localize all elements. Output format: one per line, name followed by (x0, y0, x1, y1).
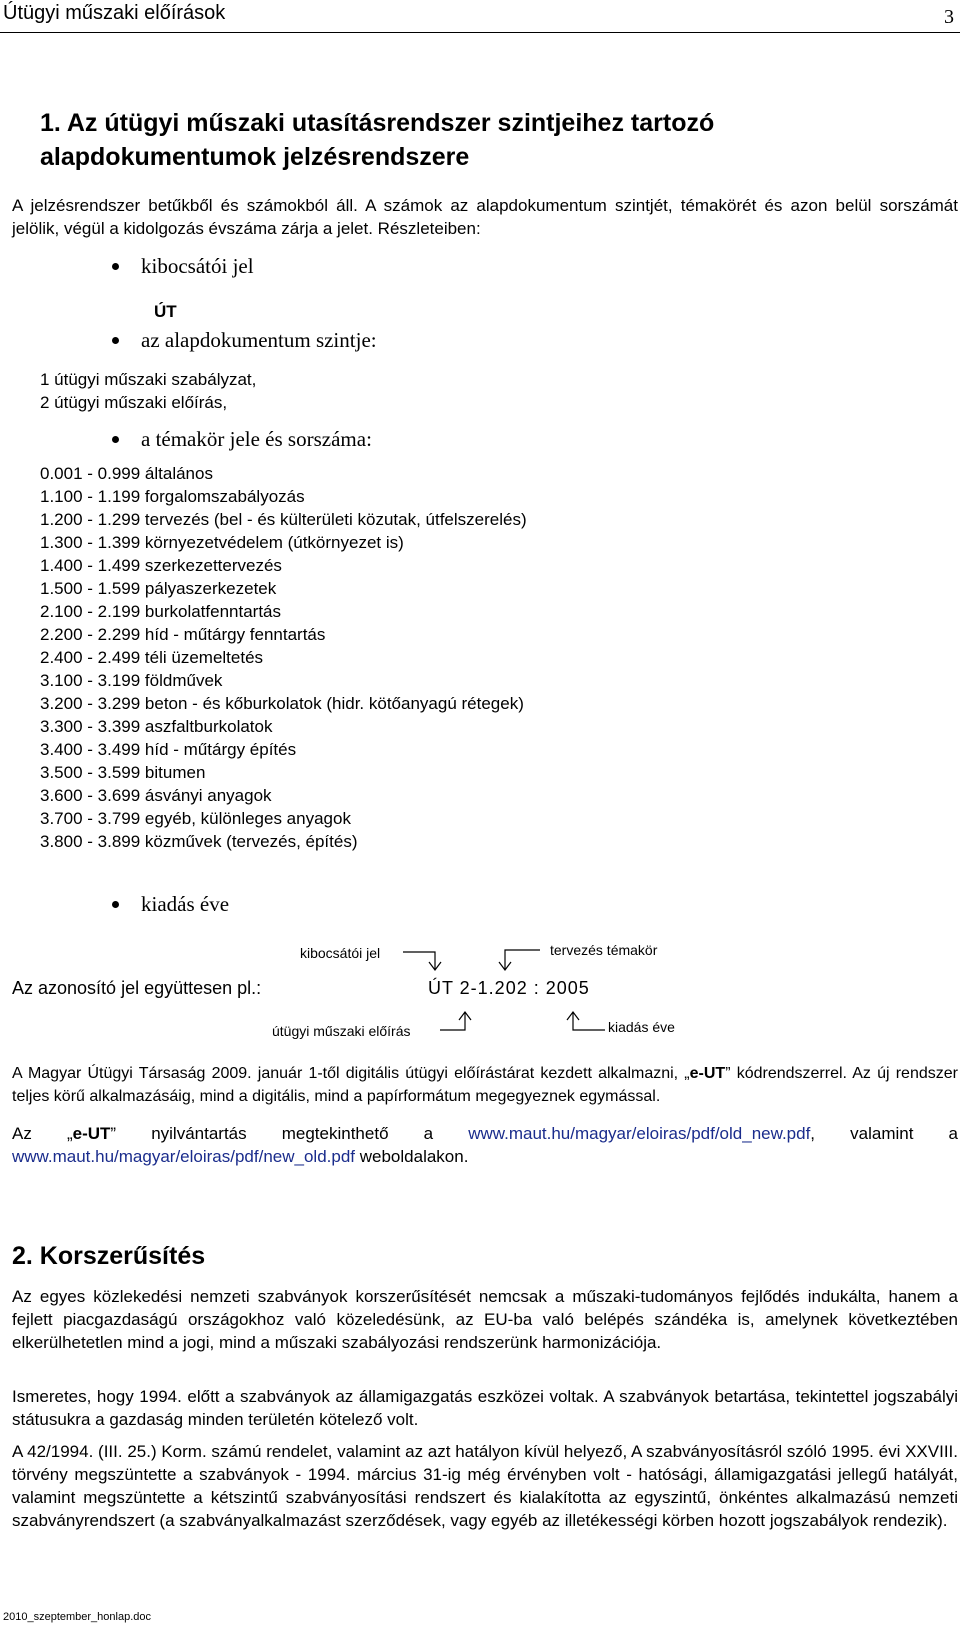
arrow-topic-head (499, 962, 511, 970)
bullet-topic-text: a témakör jele és sorszáma: (141, 427, 372, 451)
bullet-dot (112, 436, 119, 443)
bullet-level-text: az alapdokumentum szintje: (141, 328, 377, 352)
level-list (40, 368, 256, 414)
section-2-paragraph-1: Az egyes közlekedési nemzeti szabványok korszerűsítését nemcsak a műszaki-tudományos fejlődés indukálta, hanem a fejlett piacgazdaságú országokhoz való közeledésünk, az EU-ba való belépés szándéka is, amelynek következtében elkerülhetetlen mind a jogi, mind a műszaki szabályozási rendszerünk harmonizációja. (12, 1287, 958, 1352)
list-item: 3.800 - 3.899 közművek (tervezés, építés) (40, 832, 358, 851)
list-item: 1 útügyi műszaki szabályzat, (40, 370, 257, 389)
list-item: 1.300 - 1.399 környezetvédelem (útkörnyezet is) (40, 533, 404, 552)
page-number: 3 (944, 6, 954, 28)
bullet-dot (112, 901, 119, 908)
bullet-level (112, 328, 377, 353)
footer-filename: 2010_szeptember_honlap.doc (3, 1611, 152, 1623)
arrow-issuer-head (429, 962, 441, 970)
society-code: e-UT (689, 1065, 726, 1082)
registry-text-a: Az (12, 1124, 32, 1143)
list-item: 2 útügyi műszaki előírás, (40, 393, 228, 412)
list-item: 2.400 - 2.499 téli üzemeltetés (40, 648, 264, 667)
arrow-level (440, 1012, 465, 1030)
link-new-old[interactable]: www.maut.hu/magyar/eloiras/pdf/new_old.pdf (12, 1147, 356, 1166)
bullet-year (112, 892, 229, 917)
bullet-dot (112, 337, 119, 344)
arrow-topic (505, 950, 540, 970)
arrow-year (573, 1012, 605, 1030)
registry-text-d: weboldalakon. (359, 1147, 469, 1166)
list-item: 3.300 - 3.399 aszfaltburkolatok (40, 717, 273, 736)
registry-text-c: , valamint a (810, 1124, 958, 1143)
society-text-end: kódrendszerrel. Az új rendszer teljes körű alkalmazásáig, mind a digitális, mind a papírformátum megegyeznek egymással. (12, 1065, 958, 1105)
list-item: 3.600 - 3.699 ásványi anyagok (40, 786, 272, 805)
list-item: 2.200 - 2.299 híd - műtárgy fenntartás (40, 625, 326, 644)
list-item: 3.400 - 3.499 híd - műtárgy építés (40, 740, 297, 759)
bullet-year-text: kiadás éve (141, 892, 230, 916)
diagram-example-code: ÚT 2-1.202 : 2005 (428, 978, 590, 998)
list-item: 3.500 - 3.599 bitumen (40, 763, 206, 782)
bullet-issuer (112, 254, 254, 279)
society-paragraph: A Magyar Útügyi Társaság 2009. január 1-től digitális útügyi előírástárat kezdett alkalmazni, „e-UT” kódrendszerrel. Az új rendszer teljes körű alkalmazásáig, mind a digitális, mind a papírformátum megegyeznek egymással. (12, 1065, 958, 1105)
section-2-paragraph-3: A 42/1994. (III. 25.) Korm. számú rendelet, valamint az azt hatályon kívül helyező, A szabványosításról szóló 1995. évi XXVIII. törvény megszüntette a szabványok - 1994. március 31-ig még érvényben volt - hatósági, államigazgatási jellegű hatályát, valamint megszüntette a kétszintű szabványosítási rendszert és kialakította az egyszintű, önkéntes alkalmazású nemzeti szabványrendszert (a szabványalkalmazást szerződések, vagy egyéb az illetékességi körben hozott jogszabályok rendezik). (12, 1442, 958, 1530)
arrow-level-head (459, 1012, 471, 1020)
registry-paragraph: Az „e-UT” nyilvántartás megtekinthető a www.maut.hu/magyar/eloiras/pdf/old_new.pdf, valamint a (12, 1124, 958, 1143)
bullet-topic (112, 427, 372, 452)
list-item: 1.500 - 1.599 pályaszerkezetek (40, 579, 277, 598)
page-header-title: Útügyi műszaki előírások (3, 2, 226, 24)
intro-paragraph: A jelzésrendszer betűkből és számokból áll. A számok az alapdokumentum szintjét, témakörét és azon belül sorszámát jelölik, végül a kidolgozás évszáma zárja a jelet. Részleteiben: (12, 196, 958, 238)
topic-list (40, 462, 527, 853)
society-text-start: A Magyar Útügyi Társaság 2009. január 1-től digitális útügyi előírástárat kezdett alkalmazni, (12, 1065, 679, 1082)
diagram-label-level: útügyi műszaki előírás (272, 1023, 411, 1039)
list-item: 1.200 - 1.299 tervezés (bel - és külterületi közutak, útfelszerelés) (40, 510, 527, 529)
arrow-year-head (567, 1012, 579, 1020)
list-item: 0.001 - 0.999 általános (40, 464, 213, 483)
list-item: 3.200 - 3.299 beton - és kőburkolatok (hidr. kötőanyagú rétegek) (40, 694, 524, 713)
list-item: 1.100 - 1.199 forgalomszabályozás (40, 487, 305, 506)
bullet-issuer-text: kibocsátói jel (141, 254, 254, 278)
registry-code: e-UT (72, 1124, 111, 1143)
list-item: 3.700 - 3.799 egyéb, különleges anyagok (40, 809, 351, 828)
list-item: 3.100 - 3.199 földművek (40, 671, 223, 690)
section-2-paragraph-2: Ismeretes, hogy 1994. előtt a szabványok az államigazgatás eszközei voltak. A szabványok betartása, tekintettel jogszabályi státusukra a gazdaság minden területén kötelező volt. (12, 1387, 958, 1429)
list-item: 2.100 - 2.199 burkolatfenntartás (40, 602, 281, 621)
bullet-dot (112, 263, 119, 270)
registry-paragraph-line2 (12, 1145, 958, 1168)
link-old-new[interactable]: www.maut.hu/magyar/eloiras/pdf/old_new.pdf (468, 1124, 811, 1143)
section-1-heading: 1. Az útügyi műszaki utasításrendszer szintjeihez tartozó alapdokumentumok jelzésrendszere (40, 109, 715, 171)
list-item: 1.400 - 1.499 szerkezettervezés (40, 556, 282, 575)
section-2-heading: 2. Korszerűsítés (12, 1242, 206, 1270)
header-rule (0, 32, 960, 33)
diagram-label-year: kiadás éve (608, 1019, 675, 1035)
diagram-label-topic: tervezés témakör (550, 942, 658, 958)
diagram-example-label: Az azonosító jel együttesen pl.: (12, 978, 262, 998)
issuer-code: ÚT (154, 302, 177, 321)
arrow-issuer (403, 952, 435, 970)
registry-text-b: nyilvántartás megtekinthető a (151, 1124, 434, 1143)
diagram-label-issuer: kibocsátói jel (300, 945, 381, 961)
